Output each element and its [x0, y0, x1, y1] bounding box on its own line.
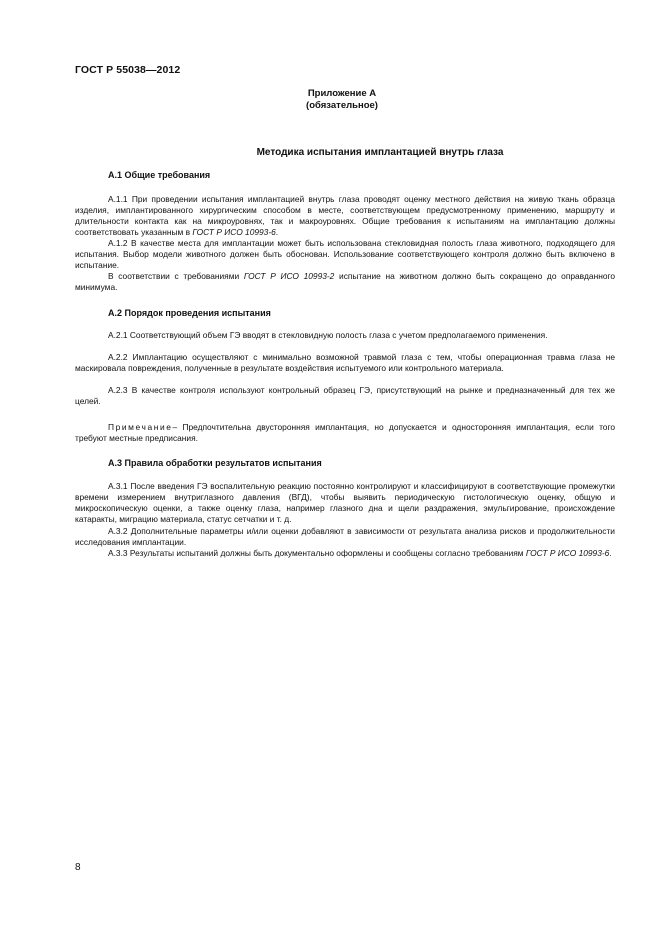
note-a2 — [75, 422, 615, 444]
paragraph-a1-3 — [75, 271, 615, 293]
paragraph-a3-3-end: . — [609, 548, 612, 558]
page-number: 8 — [75, 862, 81, 873]
paragraph-a3-3-text: А.3.3 Результаты испытаний должны быть документально оформлены и сообщены согласно требованиям — [108, 548, 526, 558]
paragraph-a1-2-text: А.1.2 В качестве места для имплантации может быть использована стекловидная полость глаза животного, подходящего для испытания. Выбор модели животного должен быть обоснован. Использование соответствующего контроля должно быть включено в испытание. — [75, 238, 615, 270]
standard-header: ГОСТ Р 55038—2012 — [75, 64, 181, 76]
reference-gost-10993-2: ГОСТ Р ИСО 10993-2 — [243, 271, 335, 281]
paragraph-a3-1-text: А.3.1 После введения ГЭ воспалительную реакцию постоянно контролируют и классифицируют в соответствующие промежутки времени измерением внутриглазного давления (ВГД), чтобы выявить периодическую гистологическую оценку, общую и микроскопическую оценки, а также оценку глаза, например глазного дна и щели раздражения, эмульгирование, происхождение катаракты, миграцию материала, статус сетчатки и т. д. — [75, 481, 615, 524]
paragraph-a2-3-text: А.2.3 В качестве контроля используют контрольный образец ГЭ, присутствующий на рынке и предназначенный для тех же целей. — [75, 385, 615, 406]
reference-gost-10993-6-b: ГОСТ Р ИСО 10993-6 — [525, 548, 610, 558]
paragraph-a1-3-text: В соответствии с требованиями — [108, 271, 244, 281]
paragraph-a2-3 — [75, 385, 615, 407]
paragraph-a1-3-end: испытание на животном должно быть сокращено до оправданного минимума. — [75, 271, 616, 292]
paragraph-a1-1-text: А.1.1 При проведении испытания имплантацией внутрь глаза проводят оценку местного действия на живую ткань образца изделия, имплантированного хирургическим способом в месте, соответствующем предусмотренному применению, маршруту и длительности контакта как на микроуровнях, так и макроуровнях. Общие требования к испытаниям на имплантацию должны соответствовать указанным в — [75, 194, 615, 237]
note-text: – Предпочтительна двусторонняя имплантация, но допускается и односторонняя имплантация, если того требуют местные предписания. — [75, 422, 615, 443]
paragraph-a3-1 — [75, 481, 615, 525]
document-title: Методика испытания имплантацией внутрь глаза — [256, 147, 504, 158]
paragraph-a2-1 — [75, 330, 615, 341]
section-heading-a1: А.1 Общие требования — [108, 170, 211, 180]
paragraph-a3-2 — [75, 526, 615, 548]
paragraph-a3-2-text: А.3.2 Дополнительные параметры и/или оценки добавляют в зависимости от результата анализа рисков и продолжительности исследования имплантации. — [75, 526, 615, 547]
paragraph-a2-2 — [75, 352, 615, 374]
section-heading-a2: А.2 Порядок проведения испытания — [108, 308, 271, 318]
paragraph-a2-2-text: А.2.2 Имплантацию осуществляют с минимально возможной травмой глаза с тем, чтобы операционная травма глаза не маскировала повреждения, полученные в результате воздействия испытуемого или контрольного материала. — [75, 352, 615, 373]
paragraph-a2-1-text: А.2.1 Соответствующий объем ГЭ вводят в стекловидную полость глаза с учетом предполагаемого применения. — [108, 330, 548, 340]
note-label: Примечание — [108, 422, 173, 432]
paragraph-a1-1-end: . — [275, 226, 279, 237]
section-heading-a3: А.3 Правила обработки результатов испытания — [108, 458, 322, 468]
annex-status: (обязательное) — [306, 100, 378, 111]
paragraph-a1-1 — [75, 194, 615, 238]
paragraph-a3-3 — [75, 548, 615, 559]
paragraph-a1-2 — [75, 238, 615, 271]
reference-gost-10993-6: ГОСТ Р ИСО 10993-6 — [192, 226, 276, 237]
annex-title: Приложение А — [307, 88, 377, 99]
